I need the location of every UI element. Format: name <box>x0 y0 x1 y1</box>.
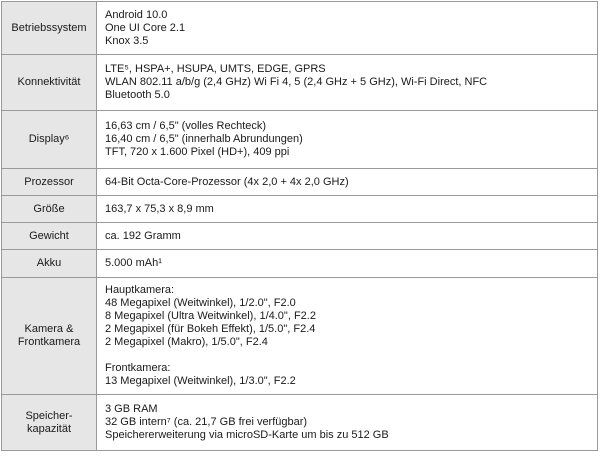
row-value <box>97 250 598 278</box>
row-label-line: Kamera & <box>24 323 74 335</box>
value-line: Bluetooth 5.0 <box>105 89 170 101</box>
row-label: Größe <box>2 196 97 223</box>
value-line: Hauptkamera: <box>105 284 175 296</box>
row-label-line: kapazität <box>26 422 72 435</box>
spec-row-prozessor <box>2 169 598 196</box>
value-line: Android 10.0 <box>105 8 168 21</box>
value-line: WLAN 802.11 a/b/g (2,4 GHz) Wi Fi 4, 5 (2,4 GHz + 5 GHz), Wi-Fi Direct, NFC <box>105 76 488 88</box>
spec-row-betriebssystem <box>2 2 598 55</box>
spec-row-display <box>2 111 598 169</box>
row-label: Akku <box>2 250 97 278</box>
value-line: 13 Megapixel (Weitwinkel), 1/3.0", F2.2 <box>105 375 296 387</box>
row-value <box>97 395 598 451</box>
value-line: 2 Megapixel (Makro), 1/5.0", F2.4 <box>105 336 268 348</box>
row-label: Betriebssystem <box>2 2 97 55</box>
row-value <box>97 111 598 169</box>
row-value <box>97 55 598 111</box>
value-line: 2 Megapixel (für Bokeh Effekt), 1/5.0", F2.4 <box>105 323 316 335</box>
value-line: Knox 3.5 <box>105 34 149 47</box>
value-line: 64-Bit Octa-Core-Prozessor (4x 2,0 + 4x 2,0 GHz) <box>105 175 349 188</box>
spec-row-akku <box>2 250 598 278</box>
spec-row-speicher <box>2 395 598 451</box>
row-value <box>97 2 598 55</box>
row-label <box>2 278 97 395</box>
spec-row-groesse <box>2 196 598 223</box>
value-line: LTE⁵, HSPA+, HSUPA, UMTS, EDGE, GPRS <box>105 63 326 75</box>
value-line: Speichererweiterung via microSD-Karte um bis zu 512 GB <box>105 429 389 441</box>
value-line: 16,63 cm / 6,5" (volles Rechteck) <box>105 120 267 132</box>
row-label: Display⁶ <box>2 111 97 169</box>
row-label: Gewicht <box>2 223 97 250</box>
row-value <box>97 196 598 223</box>
spec-table <box>1 1 598 451</box>
value-line: 163,7 x 75,3 x 8,9 mm <box>105 202 214 215</box>
value-line: 32 GB intern⁷ (ca. 21,7 GB frei verfügbar) <box>105 416 308 428</box>
value-line: 8 Megapixel (Ultra Weitwinkel), 1/4.0", F2.2 <box>105 310 316 322</box>
spec-row-gewicht <box>2 223 598 250</box>
row-label <box>2 395 97 451</box>
value-line: ca. 192 Gramm <box>105 229 181 242</box>
row-label-line: Frontkamera <box>17 336 81 348</box>
spec-row-kamera <box>2 278 598 395</box>
row-value <box>97 223 598 250</box>
row-label-line: Speicher- <box>25 409 73 422</box>
value-line: 16,40 cm / 6,5" (innerhalb Abrundungen) <box>105 133 303 145</box>
value-line: One UI Core 2.1 <box>105 21 186 34</box>
row-label: Prozessor <box>2 169 97 196</box>
row-value <box>97 278 598 395</box>
value-line: 3 GB RAM <box>105 403 158 415</box>
row-label: Konnektivität <box>2 55 97 111</box>
value-line: Frontkamera: <box>105 362 171 374</box>
value-line: 48 Megapixel (Weitwinkel), 1/2.0", F2.0 <box>105 297 296 309</box>
row-value <box>97 169 598 196</box>
value-line: 5.000 mAh¹ <box>105 257 162 269</box>
spec-row-konnektivitaet <box>2 55 598 111</box>
value-line: TFT, 720 x 1.600 Pixel (HD+), 409 ppi <box>105 146 290 158</box>
